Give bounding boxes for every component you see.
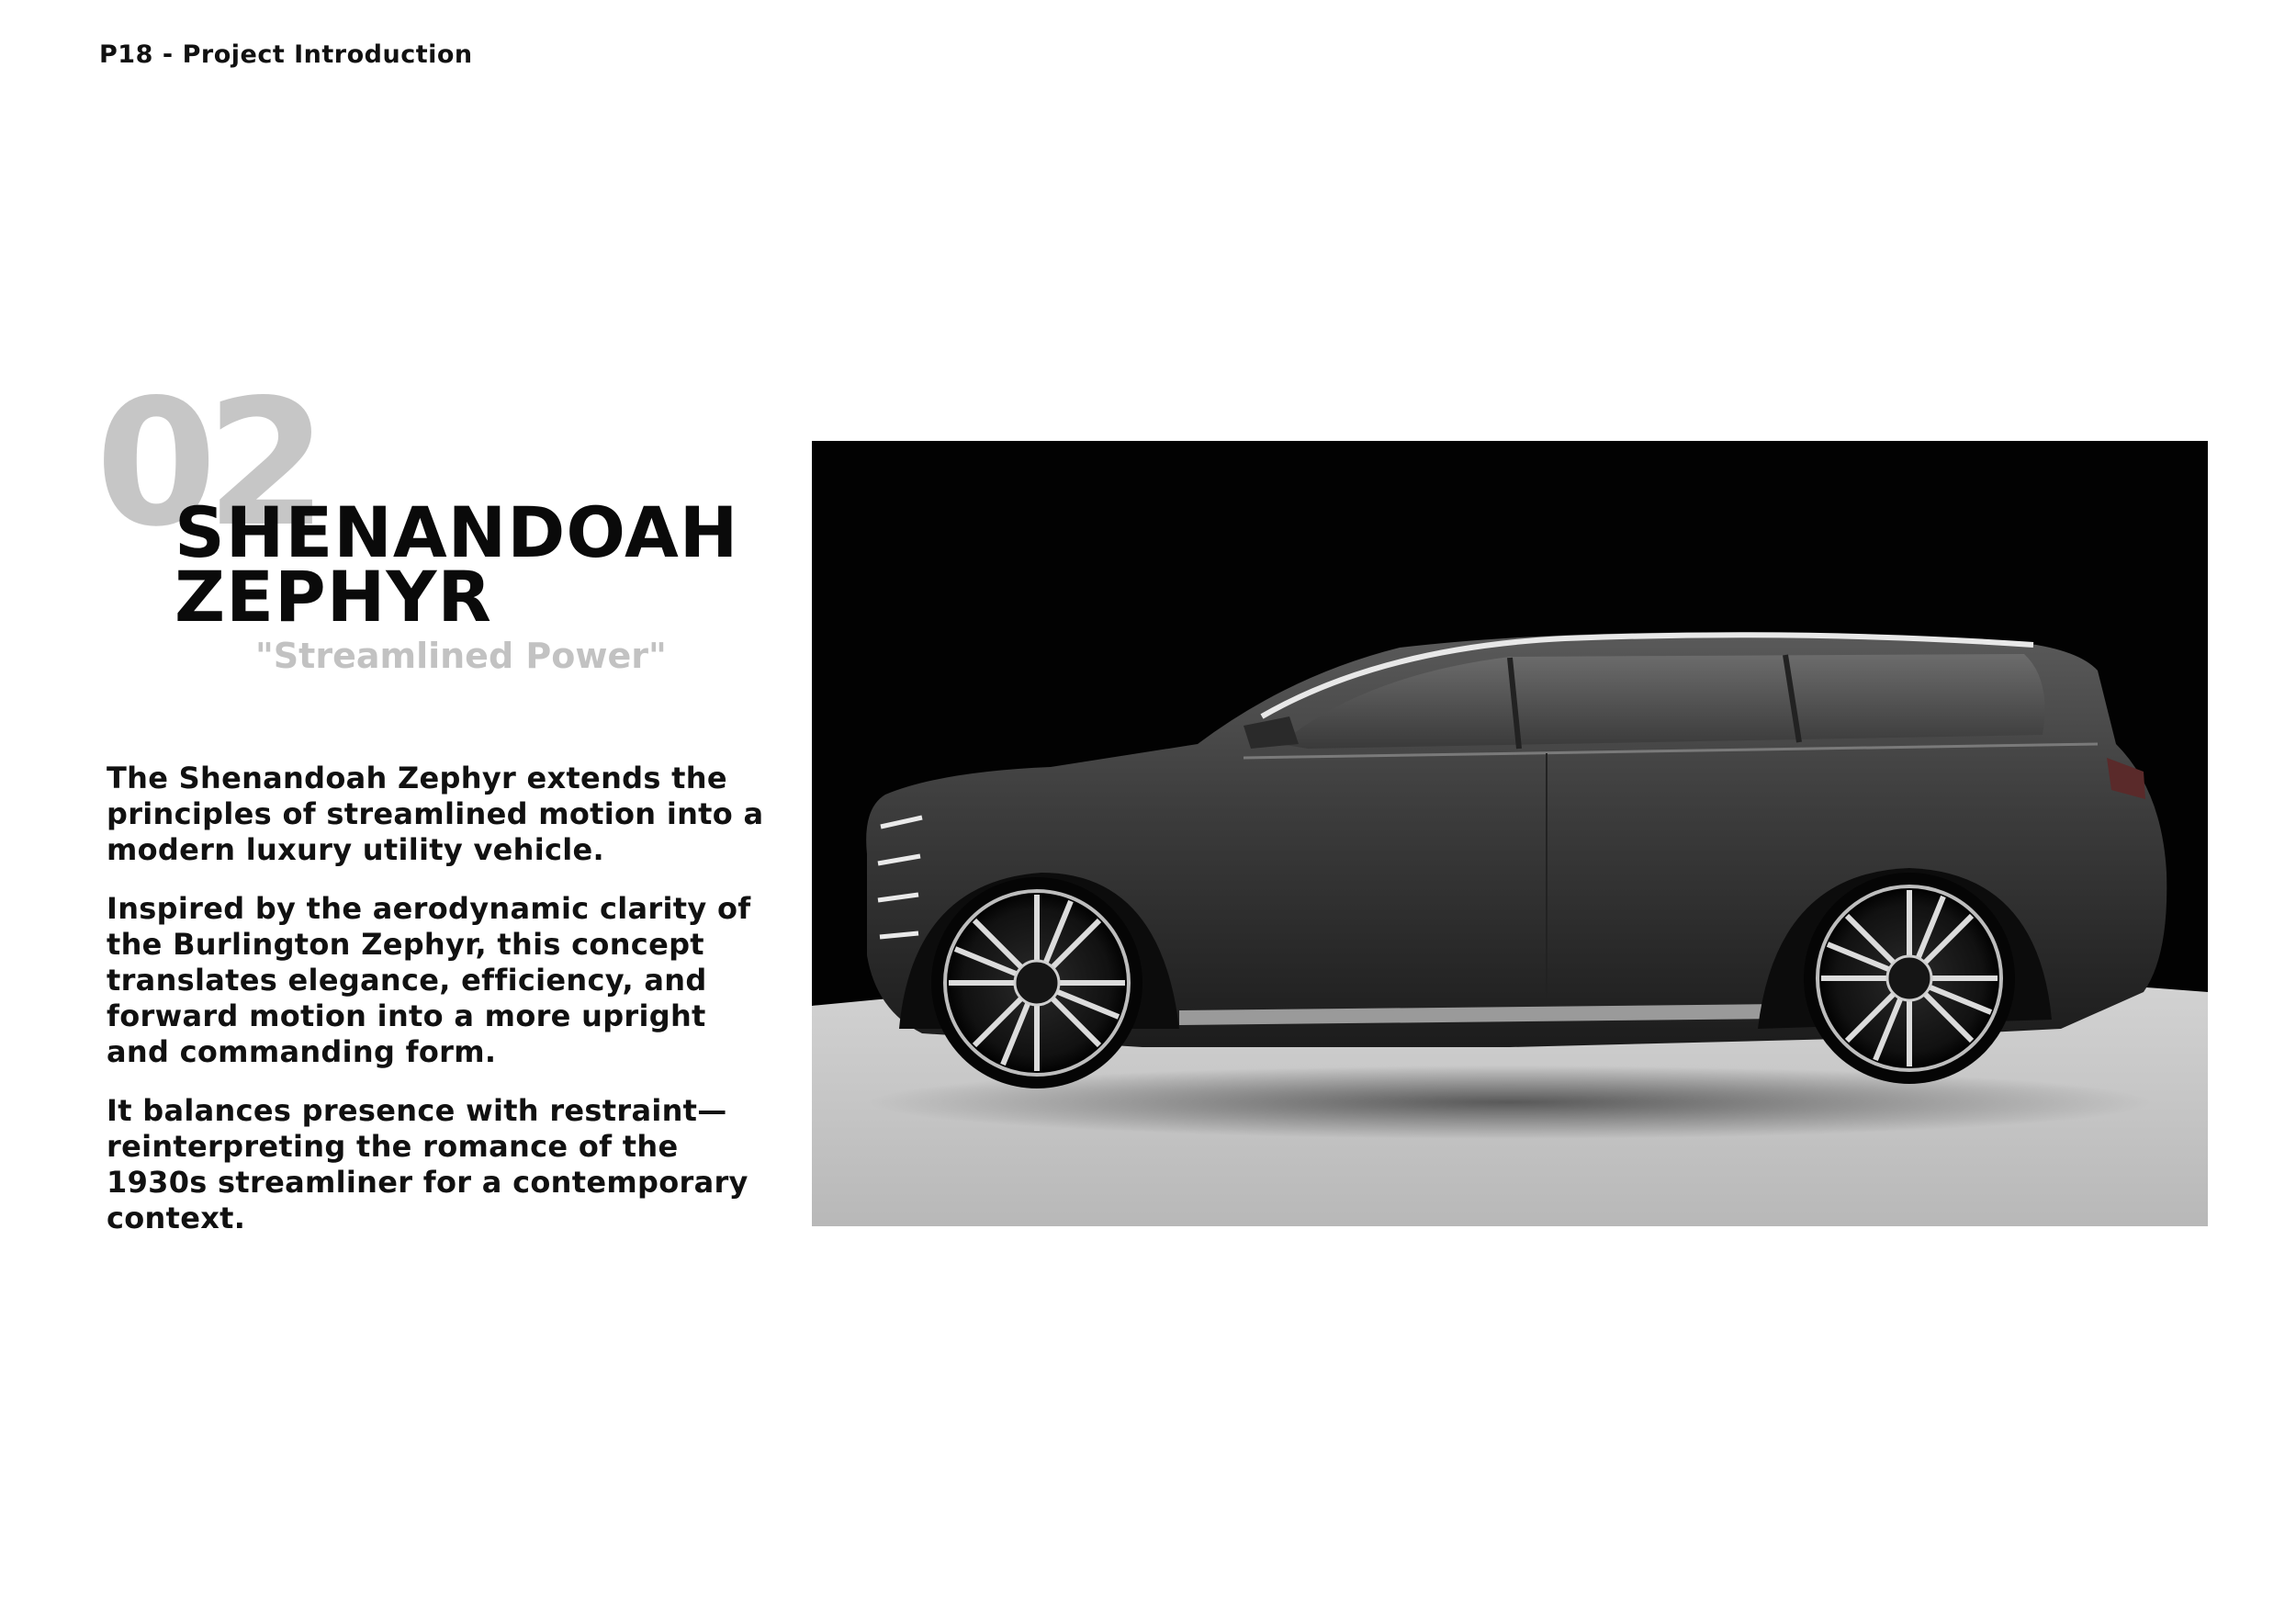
- page-header: [99, 40, 473, 69]
- front-wheel: [931, 877, 1142, 1088]
- title-line-2: ZEPHYR: [174, 556, 492, 637]
- description-paragraph-3: It balances presence with restraint—reinterpreting the romance of the 1930s streamliner for a contemporary context.: [107, 1093, 748, 1235]
- project-title: [174, 491, 739, 637]
- page-number: P18: [99, 40, 153, 69]
- section-name: Project Introduction: [182, 40, 473, 69]
- description: [107, 761, 768, 1259]
- header-separator: -: [162, 40, 174, 69]
- rear-wheel: [1804, 873, 2015, 1084]
- project-tagline: "Streamlined Power": [255, 636, 667, 676]
- description-paragraph-2: Inspired by the aerodynamic clarity of the Burlington Zephyr, this concept translates elegance, efficiency, and forward motion into a more upright and commanding form.: [107, 891, 751, 1069]
- title-line-1: SHENANDOAH: [174, 491, 739, 573]
- description-paragraph-1: The Shenandoah Zephyr extends the principles of streamlined motion into a modern luxury utility vehicle.: [107, 761, 764, 867]
- section-number: 02: [96, 362, 317, 565]
- vehicle-render-svg: [812, 441, 2208, 1226]
- vehicle-render-image: [812, 441, 2208, 1226]
